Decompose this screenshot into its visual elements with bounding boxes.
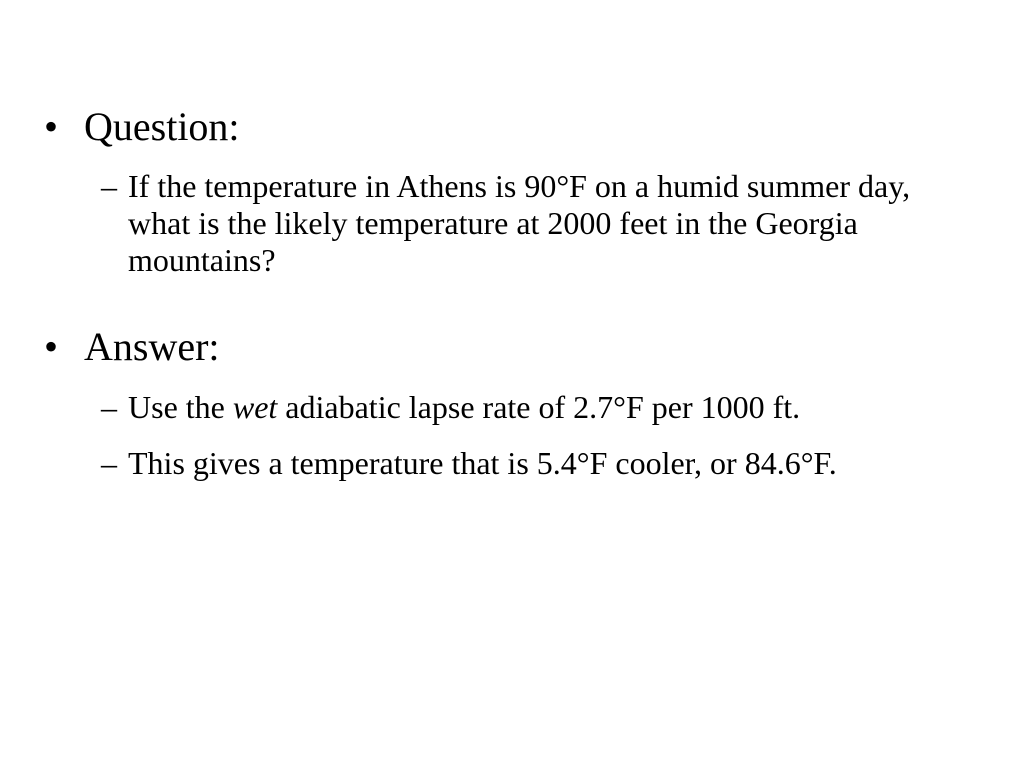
answer-heading [44, 324, 220, 370]
dash-icon: – [101, 389, 117, 425]
dash-icon: – [101, 445, 117, 481]
answer-label: Answer: [84, 324, 220, 369]
question-heading [44, 104, 240, 150]
bullet-icon: • [44, 324, 59, 369]
answer-text-item-1 [101, 389, 1001, 426]
answer-text-1-end: adiabatic lapse rate of 2.7°F per 1000 ft. [277, 389, 801, 425]
bullet-icon: • [44, 104, 59, 149]
question-text-item [101, 168, 931, 279]
answer-text-2: This gives a temperature that is 5.4°F cooler, or 84.6°F. [128, 445, 837, 481]
answer-text-1-start: Use the [128, 389, 233, 425]
question-label: Question: [84, 104, 240, 149]
answer-text-item-2 [101, 445, 901, 482]
question-text: If the temperature in Athens is 90°F on a humid summer day, what is the likely temperature at 2000 feet in the Georgia mountains? [128, 168, 911, 278]
dash-icon: – [101, 168, 117, 204]
wet-emphasis: wet [232, 389, 278, 425]
answer-text-1 [128, 389, 1001, 426]
